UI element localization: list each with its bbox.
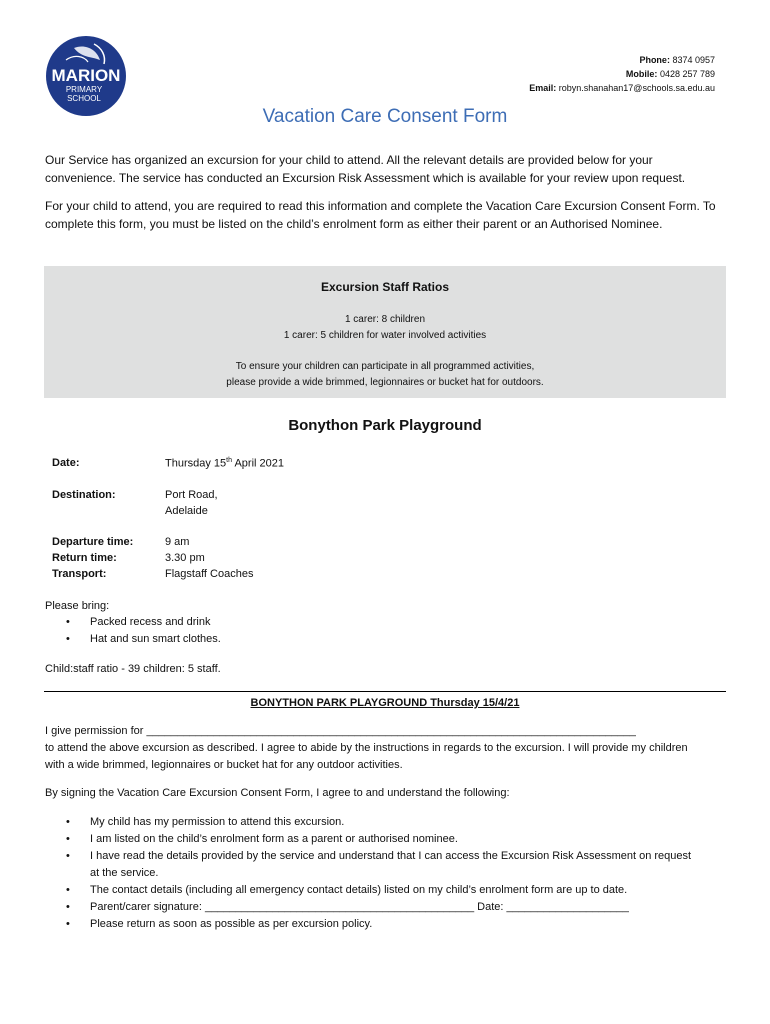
email-label: Email: [529,83,557,93]
list-item: • Packed recess and drink [66,614,221,631]
list-item: • I have read the details provided by the service and understand that I can access the Excursion Risk Assessment on request [66,848,691,865]
excursion-name: Bonython Park Playground [288,417,482,434]
ratio-line-2: 1 carer: 5 children for water involved activities [283,330,487,341]
permission-continued-1: to attend the above excursion as described. I agree to abide by the instructions in regards to the excursion. I will provide my children [45,742,688,754]
phone-label: Phone: [639,55,670,65]
transport-label: Transport: [52,568,107,580]
agreement-list [66,814,691,933]
list-item: • Please return as soon as possible as per excursion policy. [66,916,691,933]
departure-value: 9 am [165,536,190,548]
mobile-label: Mobile: [625,69,658,79]
logo-primary-text: MARION [51,66,121,85]
ratio-line-4: please provide a wide brimmed, legionnaires or bucket hat for outdoors. [226,377,544,388]
ratio-line-3: To ensure your children can participate in all programmed activities, [235,361,535,372]
staff-ratio-box [44,266,726,398]
logo-secondary-2: SCHOOL [67,94,101,103]
form-heading: BONYTHON PARK PLAYGROUND Thursday 15/4/21 [250,697,520,709]
return-value: 3.30 pm [165,552,205,564]
ratio-note: Child:staff ratio - 39 children: 5 staff. [45,663,221,675]
contact-block [529,53,715,95]
ratio-line-1: 1 carer: 8 children [344,314,426,325]
destination-label: Destination: [52,489,116,501]
destination-line-1: Port Road, [165,489,218,501]
departure-label: Departure time: [52,536,134,548]
permission-continued-2: with a wide brimmed, legionnaires or bucket hat for any outdoor activities. [45,759,403,771]
bring-label: Please bring: [45,600,110,612]
destination-line-2: Adelaide [165,505,208,517]
divider [44,691,726,692]
intro-paragraph-2: For your child to attend, you are required to read this information and complete the Vacation Care Excursion Consent Form. To complete this form, you must be listed on the child’s enrolment form as either their parent or an Authorised Nominee. [45,199,716,231]
return-label: Return time: [52,552,117,564]
list-item: • My child has my permission to attend this excursion. [66,814,691,831]
date-value: Thursday 15th April 2021 [165,457,284,470]
permission-line[interactable]: I give permission for ________________________________________________________________________________ [45,725,636,737]
list-item: • The contact details (including all emergency contact details) listed on my child’s enrolment form are up to date. [66,882,691,899]
list-item: • Hat and sun smart clothes. [66,631,221,648]
phone-value: 8374 0957 [672,55,715,65]
list-item-continued: at the service. [90,867,159,879]
signing-intro: By signing the Vacation Care Excursion Consent Form, I agree to and understand the following: [45,787,510,799]
bring-list [66,614,221,648]
ratio-heading: Excursion Staff Ratios [320,280,450,294]
intro-paragraph-1: Our Service has organized an excursion for your child to attend. All the relevant details are provided below for your convenience. The service has conducted an Excursion Risk Assessment which is available for your review upon request. [45,153,686,185]
date-label: Date: [52,457,80,469]
list-item: • I am listed on the child’s enrolment form as a parent or authorised nominee. [66,831,691,848]
transport-value: Flagstaff Coaches [165,568,254,580]
mobile-value: 0428 257 789 [659,69,715,79]
email-value: robyn.shanahan17@schools.sa.edu.au [558,83,715,93]
signature-line[interactable]: • Parent/carer signature: ____________________________________________ Date: ____________________ [66,899,691,916]
page-title: Vacation Care Consent Form [262,106,508,127]
logo-secondary-1: PRIMARY [65,85,103,94]
